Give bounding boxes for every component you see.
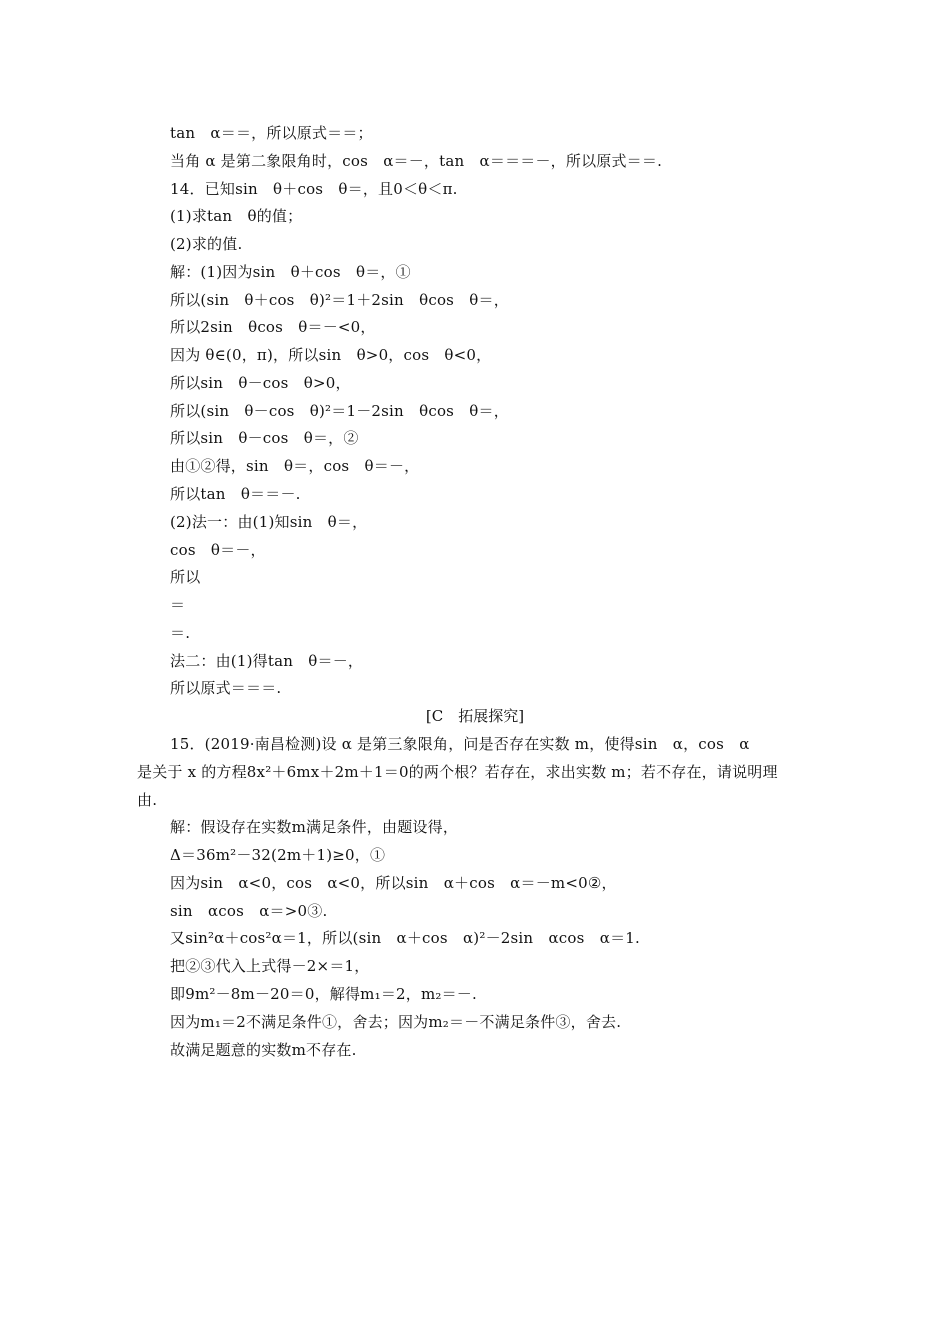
- solution-line: 即9m²－8m－20＝0，解得m₁＝2，m₂＝－.: [170, 985, 477, 1003]
- text-line: ＝.: [170, 624, 191, 642]
- text-line: 所以(sin θ＋cos θ)²＝1＋2sin θcos θ＝，: [170, 291, 509, 309]
- text-line: 所以原式＝＝＝.: [170, 679, 282, 697]
- text-line: 所以(sin θ－cos θ)²＝1－2sin θcos θ＝，: [170, 402, 509, 420]
- problem-15-line-1: 15．(2019·南昌检测)设 α 是第三象限角，问是否存在实数 m，使得sin α，cos α: [170, 735, 750, 753]
- solution-line: sin αcos α＝>0③.: [170, 902, 328, 920]
- text-line: cos θ＝－，: [170, 541, 266, 559]
- section-heading: [C 拓展探究]: [425, 707, 525, 725]
- solution-line: 因为sin α<0，cos α<0，所以sin α＋cos α＝－m<0②，: [170, 874, 617, 892]
- problem-14-part-2: (2)求的值.: [170, 235, 243, 253]
- text-line: 所以sin θ－cos θ＝，②: [170, 429, 359, 447]
- solution-conclusion: 故满足题意的实数m不存在.: [170, 1041, 357, 1059]
- solution-line: Δ＝36m²－32(2m＋1)≥0，①: [170, 846, 386, 864]
- solution-line: 解：假设存在实数m满足条件，由题设得，: [170, 818, 459, 836]
- problem-15-line-3: 由.: [137, 791, 158, 809]
- text-line: 所以2sin θcos θ＝－<0，: [170, 318, 376, 336]
- solution-line: 又sin²α＋cos²α＝1，所以(sin α＋cos α)²－2sin αcos α＝1.: [170, 929, 640, 947]
- text-line: 法二：由(1)得tan θ＝－，: [170, 652, 364, 670]
- text-line: ＝: [170, 596, 186, 614]
- text-line: 所以: [170, 568, 201, 586]
- text-line: 当角 α 是第二象限角时，cos α＝－，tan α＝＝＝－，所以原式＝＝.: [170, 152, 663, 170]
- problem-15-line-2: 是关于 x 的方程8x²＋6mx＋2m＋1＝0的两个根？若存在，求出实数 m；若不存在，请说明理: [137, 763, 778, 781]
- problem-14-part-1: (1)求tan θ的值；: [170, 207, 303, 225]
- solution-line: 把②③代入上式得－2×＝1，: [170, 957, 370, 975]
- solution-line: 因为m₁＝2不满足条件①，舍去；因为m₂＝－不满足条件③，舍去.: [170, 1013, 622, 1031]
- text-line: 所以sin θ－cos θ>0，: [170, 374, 351, 392]
- text-line: 由①②得，sin θ＝，cos θ＝－，: [170, 457, 420, 475]
- text-line: 因为 θ∈(0，π)，所以sin θ>0，cos θ<0，: [170, 346, 492, 364]
- text-line: 解：(1)因为sin θ＋cos θ＝，①: [170, 263, 411, 281]
- text-line: (2)法一：由(1)知sin θ＝，: [170, 513, 368, 531]
- problem-14-statement: 14．已知sin θ＋cos θ＝，且0＜θ＜π.: [170, 180, 458, 198]
- text-line: 所以tan θ＝＝－.: [170, 485, 301, 503]
- text-line: tan α＝＝，所以原式＝＝；: [170, 124, 373, 142]
